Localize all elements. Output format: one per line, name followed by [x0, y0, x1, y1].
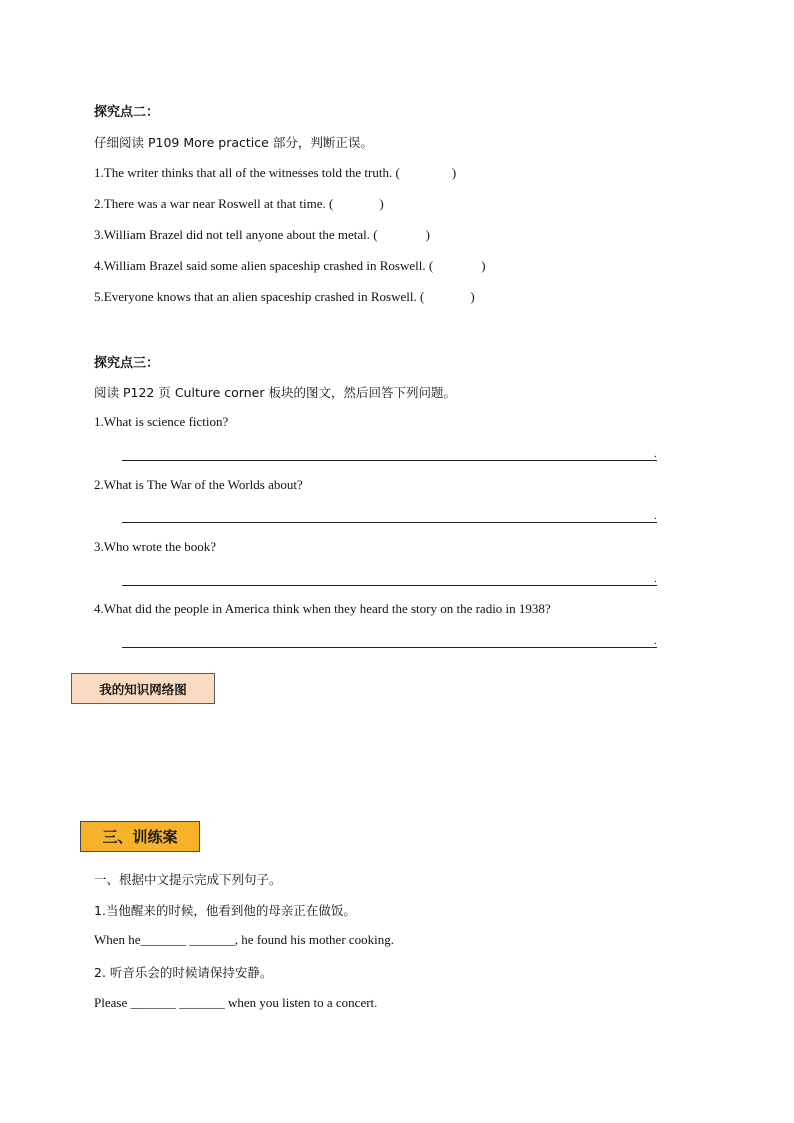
answer-line-end: . [654, 635, 657, 647]
knowledge-network-box: 我的知识网络图 [71, 673, 215, 704]
answer-line-3[interactable] [122, 585, 657, 586]
section3-title: 探究点三： [94, 356, 160, 371]
answer-line-2[interactable] [122, 522, 657, 523]
exercise-q1-en[interactable]: When he_______ _______, he found his mother cooking. [94, 932, 395, 947]
answer-line-end: . [654, 573, 657, 585]
tf-item-5 [94, 289, 475, 305]
answer-line-1[interactable] [122, 460, 657, 461]
tf-item-close: ) [470, 289, 475, 304]
tf-item-text: 5.Everyone knows that an alien spaceship crashed in Roswell. ( [94, 289, 425, 304]
section3-instruction: 阅读 P122 页 Culture corner 板块的图文，然后回答下列问题。 [94, 385, 456, 400]
tf-item-text: 3.William Brazel did not tell anyone about the metal. ( [94, 227, 378, 242]
question-2: 2.What is The War of the Worlds about? [94, 477, 303, 492]
question-4: 4.What did the people in America think when they heard the story on the radio in 1938? [94, 601, 551, 616]
tf-item-close: ) [451, 165, 457, 180]
tf-item-close: ) [379, 196, 384, 211]
exercise-q2-cn: 2. 听音乐会的时候请保持安静。 [94, 965, 273, 980]
answer-line-4[interactable] [122, 647, 657, 648]
tf-item-close: ) [425, 227, 430, 242]
tf-item-3 [94, 227, 430, 243]
exercise-q1-cn: 1.当他醒来的时候，他看到他的母亲正在做饭。 [94, 903, 356, 918]
training-section-box: 三、训练案 [80, 821, 200, 852]
answer-line-end: . [654, 448, 657, 460]
tf-item-2 [94, 196, 384, 212]
section2-title: 探究点二： [94, 105, 160, 120]
question-1: 1.What is science fiction? [94, 414, 229, 429]
answer-line-end: . [654, 510, 657, 522]
tf-item-close: ) [481, 258, 486, 273]
tf-item-text: 4.William Brazel said some alien spaceship crashed in Roswell. ( [94, 258, 434, 273]
tf-item-1 [94, 165, 456, 181]
tf-item-4 [94, 258, 486, 274]
question-3: 3.Who wrote the book? [94, 539, 217, 554]
exercise-title: 一、根据中文提示完成下列句子。 [94, 872, 282, 887]
tf-item-text: 1.The writer thinks that all of the witnesses told the truth. ( [94, 165, 400, 180]
section2-instruction: 仔细阅读 P109 More practice 部分，判断正误。 [94, 135, 373, 150]
exercise-q2-en[interactable]: Please _______ _______ when you listen to a concert. [94, 995, 378, 1010]
tf-item-text: 2.There was a war near Roswell at that time. ( [94, 196, 334, 211]
